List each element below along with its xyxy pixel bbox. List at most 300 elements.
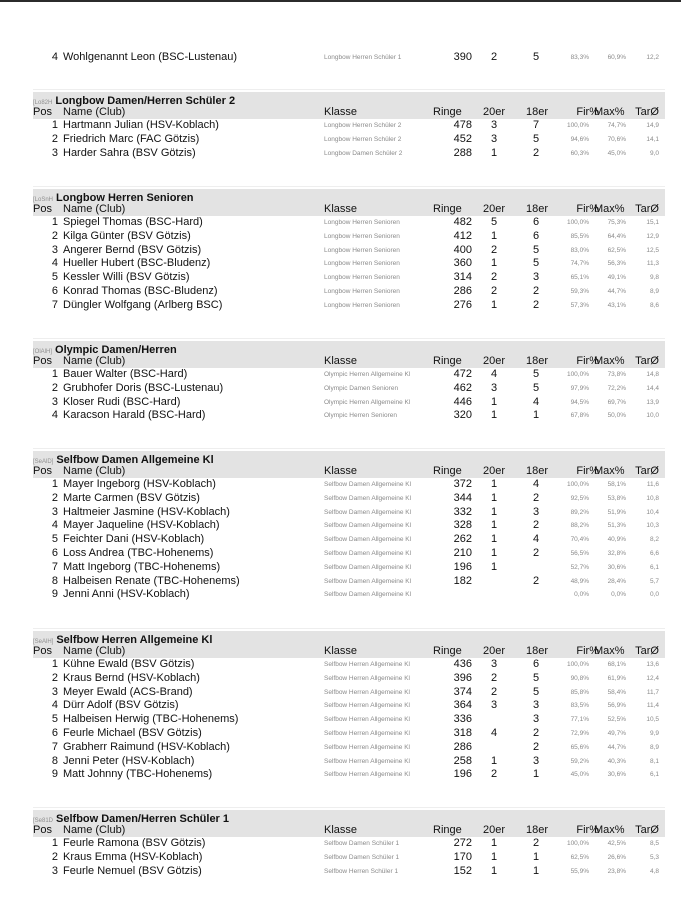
position: 1 <box>51 658 58 670</box>
target-average: 13,6 <box>646 661 659 668</box>
archer-name-club: Matt Johnny (TBC-Hohenems) <box>63 768 213 781</box>
column-header-klasse: Klasse <box>324 644 358 657</box>
archer-name-club: Hartmann Julian (HSV-Koblach) <box>63 119 219 131</box>
column-header-z18: 18er <box>526 823 549 836</box>
rings: 436 <box>453 658 472 670</box>
position: 8 <box>51 574 58 587</box>
twenty-count: 1 <box>490 409 498 422</box>
first-percent: 94,5% <box>570 398 589 406</box>
rings: 478 <box>453 119 472 131</box>
archer-name-club: Bauer Walter (BSC-Hard) <box>63 368 188 380</box>
class: Olympic Herren Allgemeine Kl <box>324 398 411 406</box>
position: 1 <box>51 368 58 380</box>
eighteen-count: 5 <box>532 243 540 256</box>
max-percent: 45,0% <box>607 149 626 157</box>
column-header-z20: 20er <box>483 105 506 118</box>
column-header-klasse: Klasse <box>324 354 358 367</box>
position: 4 <box>51 519 58 532</box>
max-percent: 56,3% <box>607 260 626 268</box>
eighteen-count: 3 <box>532 271 540 284</box>
position: 5 <box>51 271 58 284</box>
max-percent: 32,8% <box>607 550 626 557</box>
position: 6 <box>51 727 58 739</box>
result-row <box>33 851 665 865</box>
eighteen-count: 3 <box>532 754 540 767</box>
result-row <box>33 271 665 285</box>
position: 7 <box>51 740 58 753</box>
eighteen-count: 5 <box>532 381 540 394</box>
first-percent: 94,6% <box>570 135 589 143</box>
twenty-count: 1 <box>490 754 498 767</box>
max-percent: 51,9% <box>607 508 626 516</box>
max-percent: 61,9% <box>607 674 626 682</box>
target-average: 10,3 <box>646 522 659 530</box>
target-average: 8,9 <box>649 288 659 295</box>
column-header-max: Max% <box>594 105 625 118</box>
rings: 452 <box>453 132 472 145</box>
eighteen-count: 1 <box>532 409 540 422</box>
target-average: 13,9 <box>646 398 659 406</box>
column-header-fir: Fir% <box>576 105 599 118</box>
archer-name-club: Jenni Anni (HSV-Koblach) <box>63 588 190 601</box>
archer-name-club: Karacson Harald (BSC-Hard) <box>63 409 206 422</box>
section-code: [SeAlD] <box>33 459 54 465</box>
position: 2 <box>51 132 58 145</box>
max-percent: 58,1% <box>607 481 626 488</box>
column-header-row <box>33 824 665 838</box>
result-row <box>33 216 665 230</box>
first-percent: 56,5% <box>570 550 589 557</box>
twenty-count: 1 <box>490 395 498 408</box>
max-percent: 30,6% <box>607 563 626 571</box>
target-average: 5,3 <box>649 853 659 861</box>
rings: 320 <box>453 409 472 422</box>
column-header-klasse: Klasse <box>324 464 358 477</box>
class: Longbow Herren Schüler 2 <box>324 122 402 129</box>
archer-name-club: Kraus Bernd (HSV-Koblach) <box>63 671 200 684</box>
section-divider <box>33 628 665 629</box>
section-header <box>33 92 665 119</box>
first-percent: 77,1% <box>570 716 589 724</box>
results-section <box>33 631 665 781</box>
eighteen-count: 1 <box>532 850 540 863</box>
first-percent: 90,8% <box>570 674 589 682</box>
section-divider <box>33 807 665 808</box>
class: Selfbow Damen Allgemeine Kl <box>324 536 412 544</box>
target-average: 6,1 <box>649 771 659 779</box>
column-header-ringe: Ringe <box>433 823 462 836</box>
results-section <box>33 189 665 311</box>
max-percent: 64,4% <box>607 232 626 240</box>
class: Olympic Herren Senioren <box>324 412 397 420</box>
max-percent: 50,0% <box>607 412 626 420</box>
rings: 412 <box>453 229 472 242</box>
first-percent: 65,1% <box>570 274 589 282</box>
archer-name-club: Friedrich Marc (FAC Götzis) <box>63 132 200 145</box>
result-row <box>33 478 665 492</box>
rings: 360 <box>453 257 472 270</box>
first-percent: 92,5% <box>570 494 589 502</box>
section-code: [Se81D <box>33 818 54 824</box>
result-row <box>33 547 665 561</box>
twenty-count: 1 <box>490 146 498 159</box>
archer-name-club: Düngler Wolfgang (Arlberg BSC) <box>63 298 223 311</box>
column-header-name: Name (Club) <box>63 105 126 118</box>
section-code: [SeAlH] <box>33 639 54 645</box>
max-percent: 23,8% <box>607 867 626 875</box>
archer-name-club: Hueller Hubert (BSC-Bludenz) <box>63 257 211 270</box>
target-average: 12,4 <box>646 674 659 682</box>
first-percent: 67,8% <box>570 412 589 420</box>
target-average: 8,9 <box>649 743 659 751</box>
target-average: 8,5 <box>649 840 659 847</box>
column-header-tar: TarØ <box>635 823 659 836</box>
target-average: 14,4 <box>646 384 659 392</box>
column-header-z18: 18er <box>526 644 549 657</box>
section-code: [LoSnH <box>33 197 54 203</box>
position: 7 <box>51 298 58 311</box>
rings: 182 <box>453 574 472 587</box>
result-row <box>33 672 665 686</box>
rings: 210 <box>453 547 472 559</box>
rings: 400 <box>453 243 472 256</box>
rings: 364 <box>453 699 472 712</box>
target-average: 9,8 <box>649 274 659 282</box>
first-percent: 85,5% <box>570 232 589 240</box>
column-header-row <box>33 645 665 659</box>
target-average: 14,1 <box>646 135 659 143</box>
first-percent: 89,2% <box>570 508 589 516</box>
twenty-count: 1 <box>490 229 498 242</box>
twenty-count: 2 <box>490 271 498 284</box>
class: Selfbow Herren Allgemeine Kl <box>324 743 410 751</box>
first-percent: 62,5% <box>570 853 589 861</box>
class: Longbow Herren Schüler 2 <box>324 135 402 143</box>
column-header-z20: 20er <box>483 464 506 477</box>
target-average: 12,5 <box>646 246 659 254</box>
position: 4 <box>51 699 58 712</box>
first-percent: 59,2% <box>570 757 589 765</box>
target-average: 10,5 <box>646 716 659 724</box>
twenty-count: 1 <box>490 257 498 270</box>
position: 6 <box>51 547 58 559</box>
max-percent: 60,9% <box>607 54 626 61</box>
first-percent: 70,4% <box>570 536 589 544</box>
column-header-max: Max% <box>594 823 625 836</box>
class: Selfbow Damen Allgemeine Kl <box>324 577 412 585</box>
max-percent: 69,7% <box>607 398 626 406</box>
twenty-count: 1 <box>490 850 498 863</box>
twenty-count: 5 <box>490 216 498 228</box>
eighteen-count: 5 <box>532 685 540 698</box>
column-header-z20: 20er <box>483 823 506 836</box>
first-percent: 100,0% <box>566 661 589 668</box>
max-percent: 49,1% <box>607 274 626 282</box>
class: Olympic Herren Allgemeine Kl <box>324 371 411 378</box>
position: 1 <box>51 119 58 131</box>
max-percent: 44,7% <box>607 743 626 751</box>
first-percent: 59,3% <box>570 288 589 295</box>
result-row <box>33 699 665 713</box>
first-percent: 83,3% <box>570 54 589 61</box>
first-percent: 83,0% <box>570 246 589 254</box>
rings: 396 <box>453 671 472 684</box>
archer-name-club: Meyer Ewald (ACS-Brand) <box>63 685 193 698</box>
target-average: 11,7 <box>646 688 659 696</box>
column-header-z18: 18er <box>526 354 549 367</box>
class: Selfbow Damen Allgemeine Kl <box>324 550 412 557</box>
section-code: [OlAlH] <box>33 349 53 355</box>
eighteen-count: 7 <box>532 119 540 131</box>
first-percent: 65,6% <box>570 743 589 751</box>
rings: 286 <box>453 740 472 753</box>
position: 3 <box>51 685 58 698</box>
rings: 170 <box>453 850 472 863</box>
twenty-count: 2 <box>490 243 498 256</box>
class: Longbow Herren Senioren <box>324 274 400 282</box>
first-percent: 48,9% <box>570 577 589 585</box>
eighteen-count: 2 <box>532 285 540 297</box>
first-percent: 100,0% <box>566 122 589 129</box>
max-percent: 42,5% <box>607 840 626 847</box>
position: 3 <box>51 395 58 408</box>
class: Selfbow Herren Allgemeine Kl <box>324 674 410 682</box>
first-percent: 85,8% <box>570 688 589 696</box>
class: Selfbow Damen Allgemeine Kl <box>324 522 412 530</box>
results-section <box>33 451 665 601</box>
section-divider <box>33 186 665 187</box>
max-percent: 0,0% <box>611 591 626 599</box>
section-name: Selfbow Herren Allgemeine Kl <box>56 634 213 646</box>
column-header-z20: 20er <box>483 644 506 657</box>
result-row <box>33 519 665 533</box>
column-header-z18: 18er <box>526 464 549 477</box>
class: Longbow Herren Senioren <box>324 219 400 226</box>
max-percent: 30,6% <box>607 771 626 779</box>
column-header-tar: TarØ <box>635 105 659 118</box>
eighteen-count: 5 <box>532 51 540 63</box>
column-header-fir: Fir% <box>576 202 599 215</box>
top-border <box>0 0 681 2</box>
first-percent: 100,0% <box>566 481 589 488</box>
max-percent: 43,1% <box>607 301 626 309</box>
archer-name-club: Feichter Dani (HSV-Koblach) <box>63 533 205 546</box>
target-average: 11,6 <box>646 481 659 488</box>
twenty-count: 1 <box>490 837 498 849</box>
section-name: Selfbow Damen Allgemeine Kl <box>56 454 214 466</box>
target-average: 0,0 <box>649 591 659 599</box>
first-percent: 97,9% <box>570 384 589 392</box>
target-average: 10,0 <box>646 412 659 420</box>
rings: 196 <box>453 768 472 781</box>
max-percent: 53,8% <box>607 494 626 502</box>
archer-name-club: Loss Andrea (TBC-Hohenems) <box>63 547 214 559</box>
archer-name-club: Halbeisen Herwig (TBC-Hohenems) <box>63 713 239 726</box>
archer-name-club: Grubhofer Doris (BSC-Lustenau) <box>63 381 224 394</box>
result-row <box>33 396 665 410</box>
twenty-count: 1 <box>490 298 498 311</box>
section-divider <box>33 89 665 90</box>
target-average: 12,9 <box>646 232 659 240</box>
twenty-count: 1 <box>490 560 498 573</box>
column-header-tar: TarØ <box>635 644 659 657</box>
rings: 336 <box>453 713 472 726</box>
archer-name-club: Halbeisen Renate (TBC-Hohenems) <box>63 574 240 587</box>
result-row <box>33 133 665 147</box>
position: 4 <box>51 409 58 422</box>
result-row <box>33 713 665 727</box>
column-header-row <box>33 465 665 479</box>
result-row <box>33 865 665 879</box>
section-code: [Lo82H <box>33 100 53 106</box>
rings: 152 <box>453 864 472 877</box>
rings: 482 <box>453 216 472 228</box>
result-row <box>33 382 665 396</box>
result-row <box>33 368 665 382</box>
archer-name-club: Kühne Ewald (BSV Götzis) <box>63 658 195 670</box>
first-percent: 45,0% <box>570 771 589 779</box>
result-row <box>33 257 665 271</box>
position: 3 <box>51 243 58 256</box>
first-percent: 55,9% <box>570 867 589 875</box>
archer-name-club: Spiegel Thomas (BSC-Hard) <box>63 216 203 228</box>
target-average: 15,1 <box>646 219 659 226</box>
class: Longbow Herren Senioren <box>324 260 400 268</box>
result-row <box>33 119 665 133</box>
eighteen-count: 2 <box>532 727 540 739</box>
position: 7 <box>51 560 58 573</box>
twenty-count: 2 <box>490 285 498 297</box>
twenty-count: 3 <box>490 132 498 145</box>
target-average: 6,1 <box>649 563 659 571</box>
column-header-fir: Fir% <box>576 823 599 836</box>
position: 2 <box>51 671 58 684</box>
target-average: 8,6 <box>649 301 659 309</box>
class: Selfbow Herren Allgemeine Kl <box>324 757 410 765</box>
first-percent: 52,7% <box>570 563 589 571</box>
target-average: 12,2 <box>646 54 659 61</box>
rings: 390 <box>453 51 472 63</box>
result-row <box>33 147 665 161</box>
first-percent: 83,5% <box>570 702 589 710</box>
archer-name-club: Feurle Nemuel (BSV Götzis) <box>63 864 202 877</box>
eighteen-count: 5 <box>532 132 540 145</box>
section-header <box>33 341 665 368</box>
archer-name-club: Kessler Willi (BSV Götzis) <box>63 271 190 284</box>
twenty-count: 1 <box>490 491 498 504</box>
archer-name-club: Feurle Michael (BSV Götzis) <box>63 727 202 739</box>
position: 1 <box>51 216 58 228</box>
position: 2 <box>51 491 58 504</box>
class: Selfbow Damen Allgemeine Kl <box>324 494 412 502</box>
first-percent: 72,9% <box>570 730 589 737</box>
column-header-fir: Fir% <box>576 354 599 367</box>
column-header-pos: Pos <box>33 202 52 215</box>
rings: 318 <box>453 727 472 739</box>
archer-name-club: Kilga Günter (BSV Götzis) <box>63 229 191 242</box>
eighteen-count: 1 <box>532 864 540 877</box>
rings: 472 <box>453 368 472 380</box>
class: Selfbow Herren Allgemeine Kl <box>324 688 410 696</box>
twenty-count: 1 <box>490 864 498 877</box>
section-divider <box>33 338 665 339</box>
archer-name-club: Matt Ingeborg (TBC-Hohenems) <box>63 560 221 573</box>
first-percent: 0,0% <box>574 591 589 599</box>
result-row <box>33 588 665 602</box>
result-row <box>33 768 665 782</box>
archer-name-club: Mayer Jaqueline (HSV-Koblach) <box>63 519 220 532</box>
position: 3 <box>51 505 58 518</box>
position: 5 <box>51 713 58 726</box>
eighteen-count: 2 <box>532 146 540 159</box>
eighteen-count: 2 <box>532 547 540 559</box>
target-average: 11,4 <box>646 702 659 710</box>
result-row <box>33 727 665 741</box>
position: 9 <box>51 588 58 601</box>
column-header-pos: Pos <box>33 105 52 118</box>
section-divider <box>33 448 665 449</box>
first-percent: 57,3% <box>570 301 589 309</box>
column-header-pos: Pos <box>33 644 52 657</box>
twenty-count: 1 <box>490 519 498 532</box>
position: 2 <box>51 229 58 242</box>
twenty-count: 2 <box>490 685 498 698</box>
first-percent: 74,7% <box>570 260 589 268</box>
eighteen-count: 4 <box>532 478 540 490</box>
max-percent: 56,9% <box>607 702 626 710</box>
target-average: 10,8 <box>646 494 659 502</box>
first-percent: 100,0% <box>566 219 589 226</box>
eighteen-count: 5 <box>532 671 540 684</box>
rings: 462 <box>453 381 472 394</box>
rings: 314 <box>453 271 472 284</box>
section-header <box>33 631 665 658</box>
class: Selfbow Herren Allgemeine Kl <box>324 661 410 668</box>
result-row <box>33 561 665 575</box>
archer-name-club: Angerer Bernd (BSV Götzis) <box>63 243 202 256</box>
first-percent: 100,0% <box>566 840 589 847</box>
column-header-klasse: Klasse <box>324 202 358 215</box>
column-header-name: Name (Club) <box>63 464 126 477</box>
archer-name-club: Dürr Adolf (BSV Götzis) <box>63 699 179 712</box>
rings: 196 <box>453 560 472 573</box>
column-header-row <box>33 203 665 217</box>
eighteen-count: 3 <box>532 699 540 712</box>
position: 3 <box>51 146 58 159</box>
eighteen-count: 1 <box>532 768 540 781</box>
result-row <box>33 409 665 423</box>
class: Longbow Damen Schüler 2 <box>324 149 403 157</box>
twenty-count: 3 <box>490 699 498 712</box>
rings: 344 <box>453 491 472 504</box>
rings: 272 <box>453 837 472 849</box>
result-row <box>33 575 665 589</box>
target-average: 9,9 <box>649 730 659 737</box>
column-header-pos: Pos <box>33 464 52 477</box>
class: Selfbow Herren Allgemeine Kl <box>324 702 410 710</box>
position: 3 <box>51 864 58 877</box>
result-row <box>33 492 665 506</box>
class: Selfbow Damen Allgemeine Kl <box>324 508 412 516</box>
column-header-ringe: Ringe <box>433 464 462 477</box>
eighteen-count: 3 <box>532 505 540 518</box>
eighteen-count: 5 <box>532 257 540 270</box>
results-section <box>33 810 665 877</box>
position: 4 <box>51 257 58 270</box>
eighteen-count: 6 <box>532 658 540 670</box>
target-average: 11,3 <box>646 260 659 268</box>
result-row <box>33 244 665 258</box>
